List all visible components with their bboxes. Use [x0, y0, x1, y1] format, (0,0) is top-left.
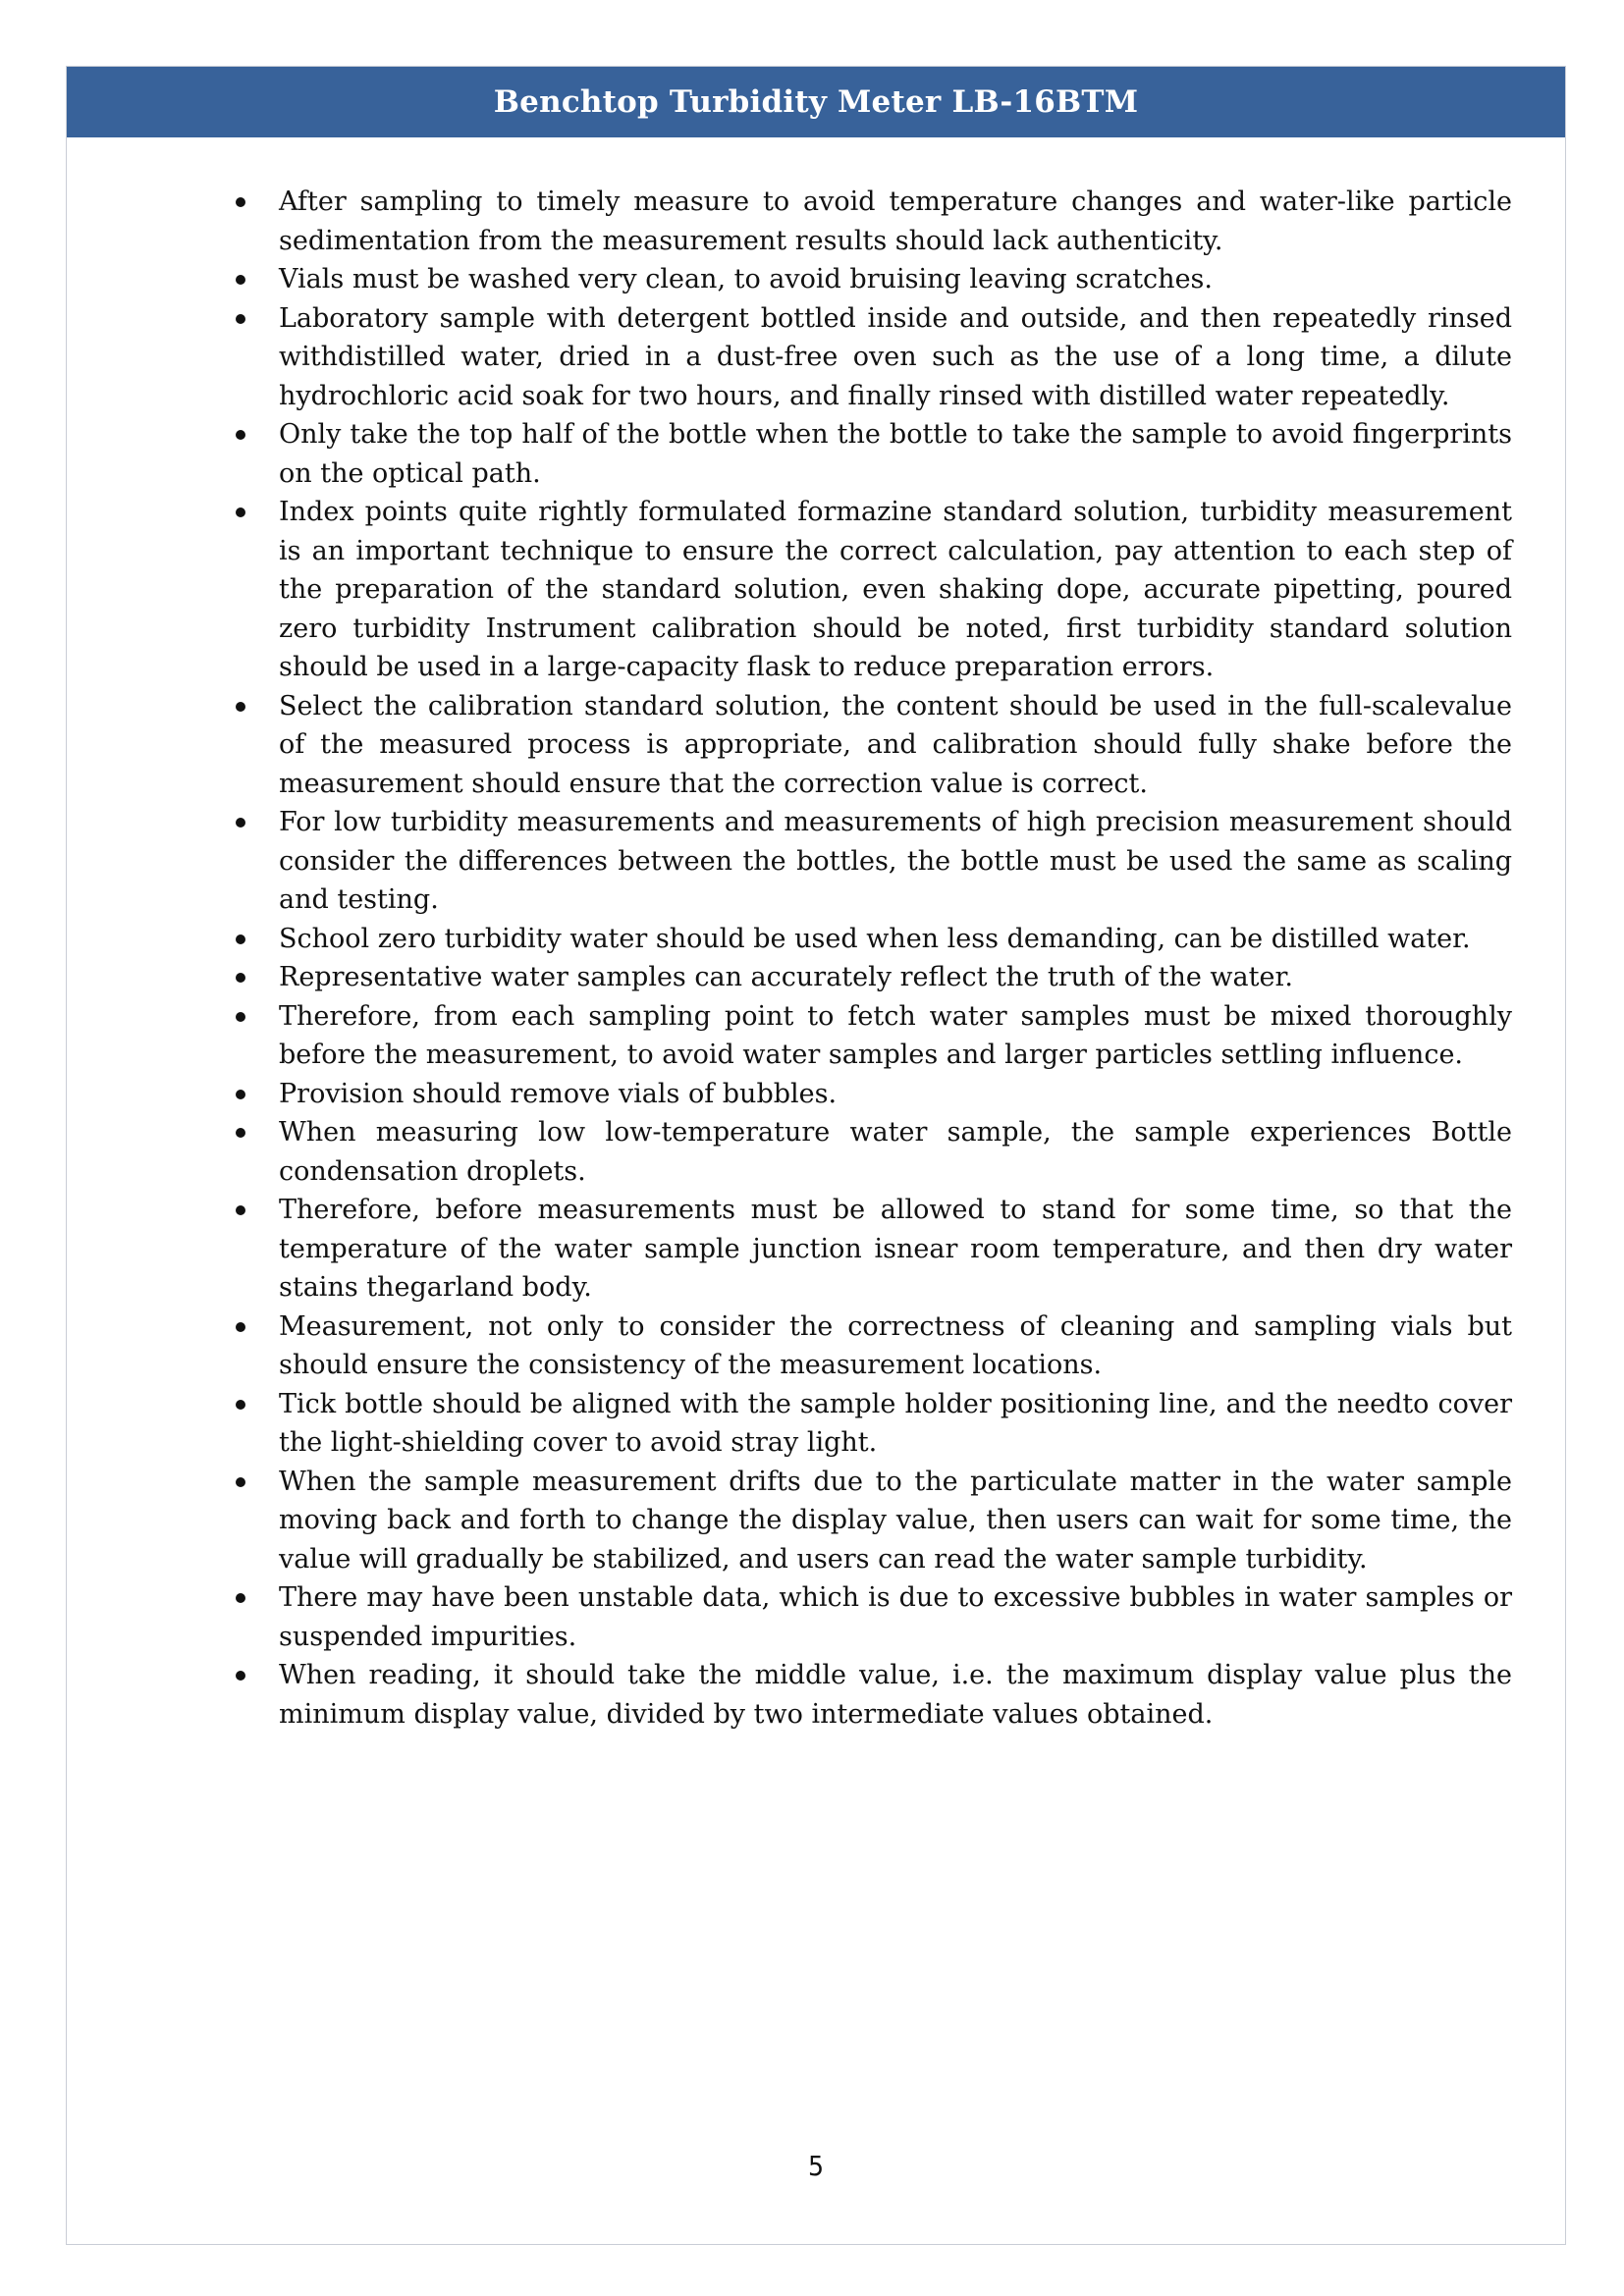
list-item-text: After sampling to timely measure to avoid temperature changes and water-like particle sedimentation from the measurement results should lack authenticity.: [279, 187, 1512, 256]
content-area: [234, 183, 1512, 1734]
list-item: [234, 1656, 1512, 1734]
document-title: Benchtop Turbidity Meter LB-16BTM: [493, 84, 1139, 120]
bullet-dot-icon: [236, 1090, 245, 1099]
bullet-dot-icon: [236, 1400, 245, 1410]
list-item-text: When measuring low low-temperature water sample, the sample experiences Bottle condensation droplets.: [279, 1117, 1512, 1187]
list-item-text: Representative water samples can accurately reflect the truth of the water.: [279, 962, 1293, 992]
bullet-dot-icon: [236, 1593, 245, 1603]
list-item-text: Index points quite rightly formulated formazine standard solution, turbidity measurement is an important technique to ensure the correct calculation, pay attention to each step of the preparation of the standard solution, even shaking dope, accurate pipetting, poured zero turbidity Instrument calibration should be noted, first turbidity standard solution should be used in a large-capacity flask to reduce preparation errors.: [279, 497, 1512, 682]
bullet-list: [234, 183, 1512, 1734]
bullet-dot-icon: [236, 507, 245, 517]
list-item-text: Therefore, from each sampling point to fetch water samples must be mixed thoroughly before the measurement, to avoid water samples and larger particles settling influence.: [279, 1000, 1512, 1070]
bullet-dot-icon: [236, 1205, 245, 1215]
list-item: [234, 687, 1512, 804]
bullet-dot-icon: [236, 1012, 245, 1022]
bullet-dot-icon: [236, 934, 245, 944]
list-item-text: Only take the top half of the bottle when the bottle to take the sample to avoid fingerprints on the optical path.: [279, 419, 1512, 489]
bullet-dot-icon: [236, 702, 245, 712]
list-item: [234, 1191, 1512, 1308]
list-item: [234, 299, 1512, 416]
bullet-dot-icon: [236, 430, 245, 440]
list-item-text: Measurement, not only to consider the correctness of cleaning and sampling vials but should ensure the consistency of the measurement locations.: [279, 1310, 1512, 1380]
list-item-text: School zero turbidity water should be used when less demanding, can be distilled water.: [279, 923, 1471, 954]
list-item: [234, 1578, 1512, 1656]
list-item: [234, 958, 1512, 997]
list-item-text: When the sample measurement drifts due to the particulate matter in the water sample moving back and forth to change the display value, then users can wait for some time, the value will gradually be stabilized, and users can read the water sample turbidity.: [279, 1466, 1512, 1575]
list-item: [234, 1113, 1512, 1191]
list-item-text: Vials must be washed very clean, to avoid bruising leaving scratches.: [279, 264, 1213, 294]
list-item: [234, 183, 1512, 260]
header-bar: [67, 67, 1565, 137]
bullet-dot-icon: [236, 197, 245, 207]
list-item-text: Tick bottle should be aligned with the sample holder positioning line, and the needto cover the light-shielding cover to avoid stray light.: [279, 1388, 1512, 1458]
page-number: 5: [807, 2150, 825, 2182]
list-item: [234, 997, 1512, 1075]
bullet-dot-icon: [236, 1477, 245, 1487]
list-item: [234, 1385, 1512, 1463]
list-item: [234, 493, 1512, 687]
list-item-text: Therefore, before measurements must be allowed to stand for some time, so that the temperature of the water sample junction isnear room temperature, and then dry water stains thegarland body.: [279, 1195, 1512, 1303]
list-item-text: When reading, it should take the middle value, i.e. the maximum display value plus the minimum display value, divided by two intermediate values obtained.: [279, 1660, 1512, 1730]
bullet-dot-icon: [236, 973, 245, 983]
list-item: [234, 803, 1512, 920]
list-item-text: There may have been unstable data, which is due to excessive bubbles in water samples or suspended impurities.: [279, 1582, 1512, 1652]
page-frame: [66, 66, 1566, 2245]
list-item: [234, 260, 1512, 299]
list-item-text: For low turbidity measurements and measurements of high precision measurement should consider the differences between the bottles, the bottle must be used the same as scaling and testing.: [279, 807, 1512, 915]
bullet-dot-icon: [236, 818, 245, 828]
bullet-dot-icon: [236, 314, 245, 324]
list-item: [234, 1463, 1512, 1579]
list-item: [234, 1075, 1512, 1114]
bullet-dot-icon: [236, 1671, 245, 1681]
list-item: [234, 415, 1512, 493]
list-item-text: Laboratory sample with detergent bottled inside and outside, and then repeatedly rinsed withdistilled water, dried in a dust-free oven such as the use of a long time, a dilute hydrochloric acid soak for two hours, and finally rinsed with distilled water repeatedly.: [279, 302, 1512, 411]
bullet-dot-icon: [236, 1322, 245, 1332]
list-item-text: Provision should remove vials of bubbles.: [279, 1078, 838, 1109]
list-item: [234, 920, 1512, 959]
bullet-dot-icon: [236, 275, 245, 285]
list-item-text: Select the calibration standard solution, the content should be used in the full-scalevalue of the measured process is appropriate, and calibration should fully shake before the measurement should ensure that the correction value is correct.: [279, 690, 1512, 799]
bullet-dot-icon: [236, 1128, 245, 1138]
list-item: [234, 1308, 1512, 1385]
